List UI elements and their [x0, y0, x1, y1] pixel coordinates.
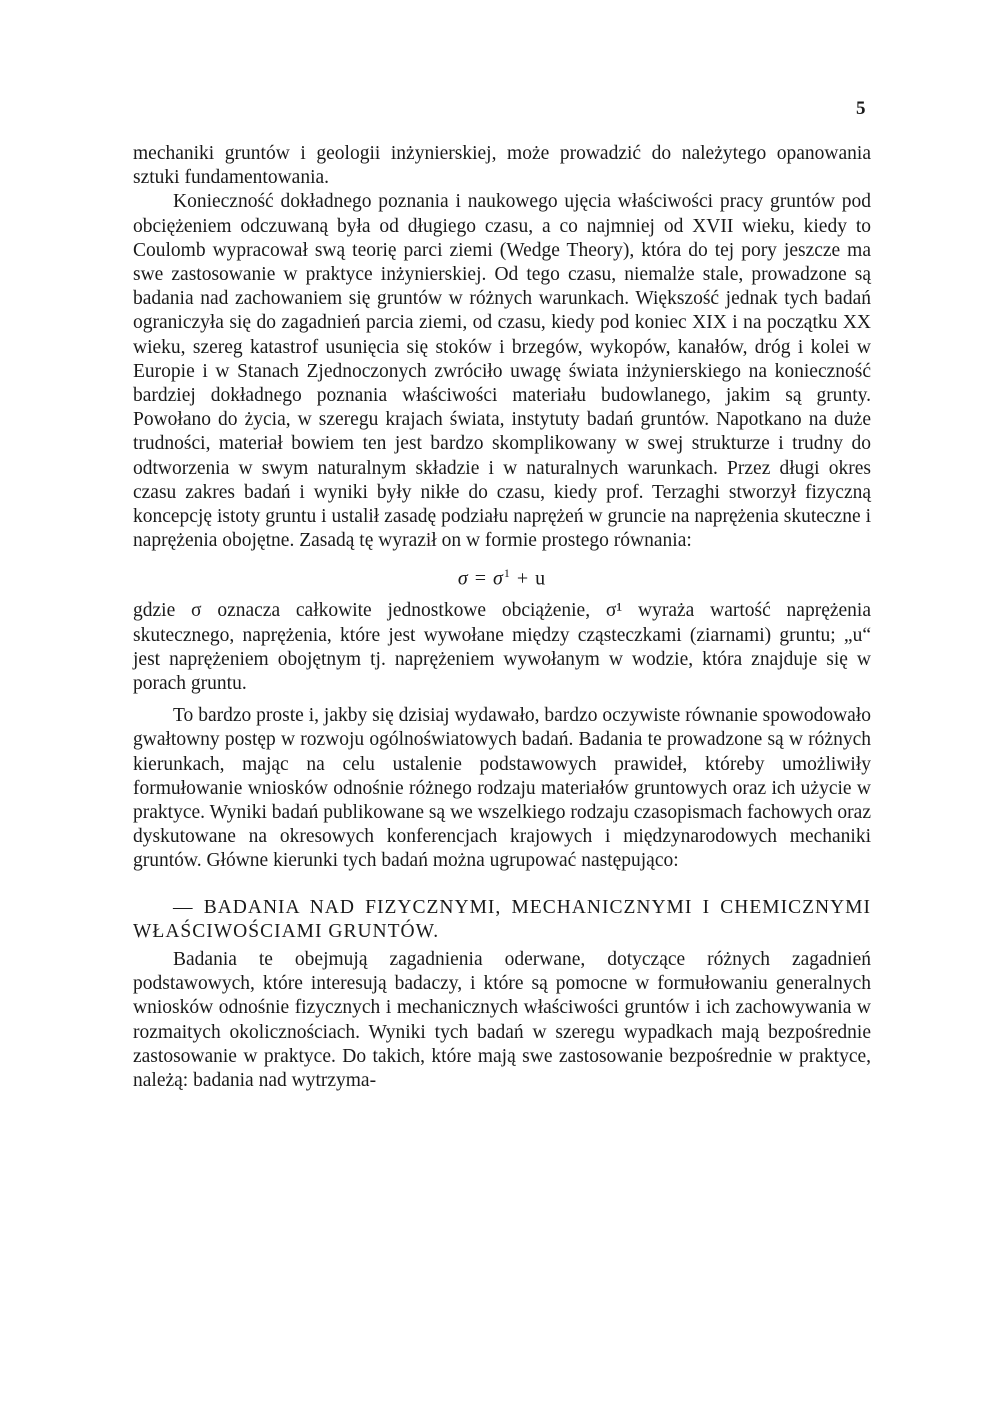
eq-equals: = — [474, 568, 487, 591]
paragraph-intro: mechaniki gruntów i geologii inżynierskiej, może prowadzić do należytego opanowania sztuki fundamentowania. — [133, 143, 871, 189]
eq-sigma: σ — [493, 568, 504, 591]
paragraph-progress: To bardzo proste i, jakby się dzisiaj wydawało, bardzo oczywiste równanie spowodowało gwałtowny postęp w rozwoju ogólnoświatowych badań. Badania te prowadzone są w różnych kierunkach, mając na celu ustalenie podstawowych prawideł, któreby umożliwiły formułowanie wniosków odnośnie różnego rodzaju materiałów gruntowych oraz ich użycie w praktyce. Wyniki badań publikowane są we wszelkiego rodzaju czasopismach fachowych oraz dyskutowane na okresowych konferencjach krajowych i międzynarodowych mechaniki gruntów. Główne kierunki tych badań można ugrupować następująco: — [133, 705, 871, 872]
page-number: 5 — [856, 98, 866, 119]
eq-plus: + — [516, 568, 530, 591]
eq-u: u — [535, 568, 547, 591]
equation — [133, 561, 871, 591]
paragraph-definitions: gdzie σ oznacza całkowite jednostkowe obciążenie, σ¹ wyraża wartość naprężenia skutecznego, naprężenia, które jest wywołane między cząsteczkami (ziarnami) gruntu; „u“ jest naprężeniem obojętnym tj. naprężeniem wywołanym w wodzie, która znajduje się w porach gruntu. — [133, 600, 871, 694]
eq-lhs: σ — [457, 568, 469, 591]
section-heading: — BADANIA NAD FIZYCZNYMI, MECHANICZNYMI I CHEMICZNYMI WŁAŚCIWOŚCIAMI GRUNTÓW. — [133, 896, 871, 942]
paragraph-research: Badania te obejmują zagadnienia oderwane, dotyczące różnych zagadnień podstawowych, które interesują badaczy, i które są pomocne w formułowaniu generalnych wniosków odnośnie fizycznych i mechanicznych właściwości gruntów i ich zachowywania w rozmaitych okolicznościach. Wyniki tych badań w szeregu wypadkach mają bezpośrednie zastosowanie w praktyce. Do takich, które mają swe zastosowanie bezpośrednie w praktyce, należą: badania nad wytrzyma- — [133, 948, 871, 1091]
page-body — [133, 142, 871, 1093]
paragraph-history: Konieczność dokładnego poznania i naukowego ujęcia właściwości pracy gruntów pod obciężeniem odczuwaną była od długiego czasu, a co najmniej od XVII wieku, kiedy to Coulomb wypracował swą teorię parci ziemi (Wedge Theory), która do tej pory jeszcze ma swe zastosowanie w praktyce inżynierskiej. Od tego czasu, niemalże stale, prowadzone są badania nad zachowaniem się gruntów w różnych warunkach. Większość jednak tych badań ograniczyła się do zagadnień parcia ziemi, od czasu, kiedy pod koniec XIX i na początku XX wieku, szereg katastrof usunięcia się stoków i brzegów, wykopów, kanałów, dróg i kolei w Europie i w Stanach Zjednoczonych zwróciło uwagę świata inżynierskiego na konieczność bardziej dokładnego poznania właściwości materiału budowlanego, jakim są grunty. Powołano do życia, w szeregu krajach świata, instytuty badań gruntów. Napotkano na duże trudności, materiał bowiem ten jest bardzo skomplikowany w swej strukturze i trudny do odtworzenia w swym naturalnym składzie i w naturalnych warunkach. Przez długi okres czasu zakres badań i wyniki były nikłe do czasu, kiedy prof. Terzaghi stworzył fizyczną koncepcję istoty gruntu i ustalił zasadę podziału naprężeń w gruncie na naprężenia skuteczne i naprężenia obojętne. Zasadą tę wyraził on w formie prostego równania: — [133, 191, 871, 552]
eq-sup: 1 — [503, 566, 511, 581]
